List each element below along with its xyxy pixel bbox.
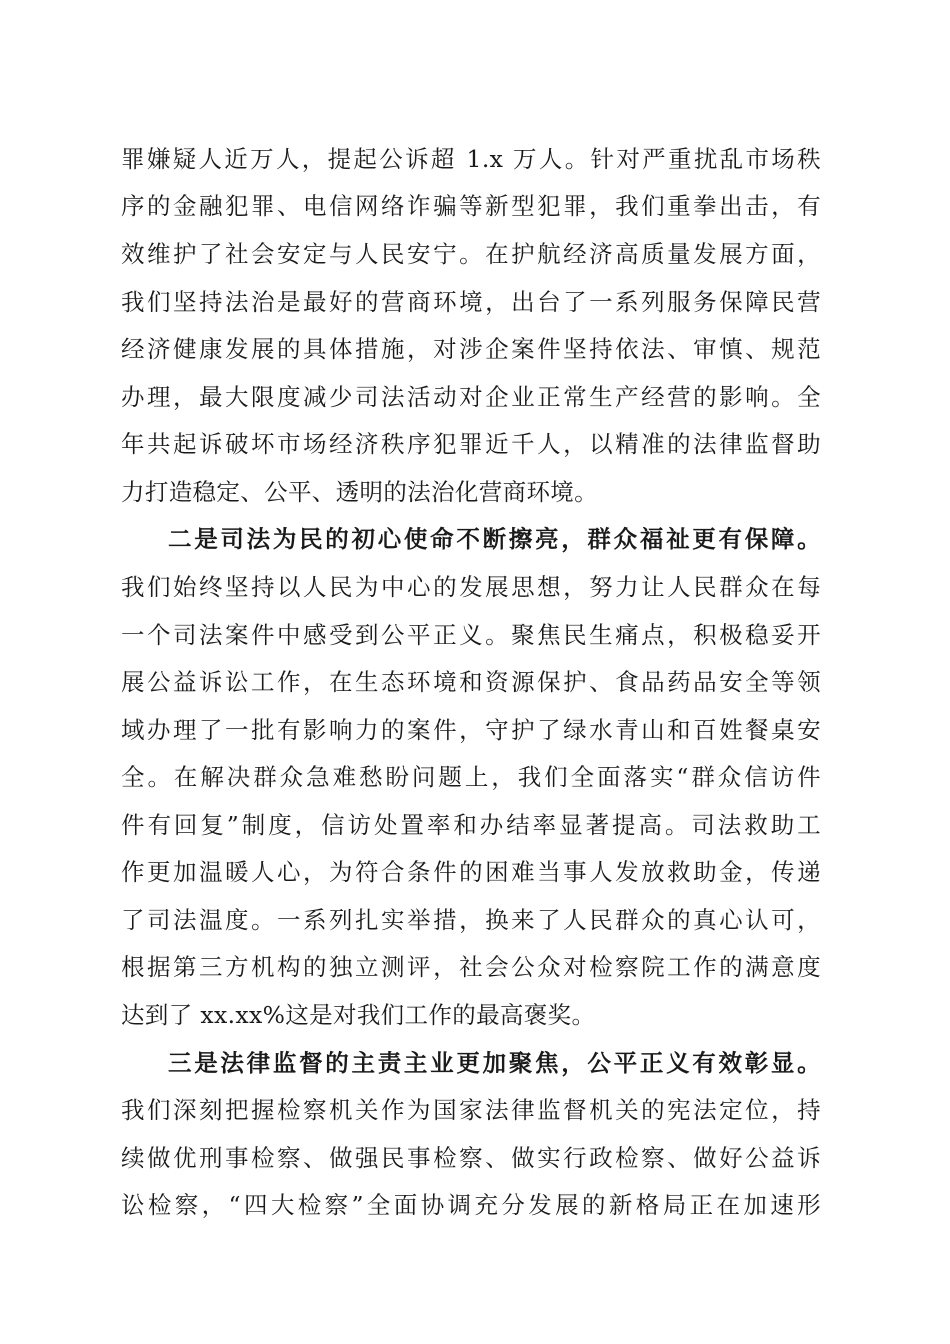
text-line: 讼检察，“四大检察”全面协调充分发展的新格局正在加速形 xyxy=(121,1191,821,1219)
text-line: 域办理了一批有影响力的案件，守护了绿水青山和百姓餐桌安 xyxy=(121,716,821,744)
text-line: 了司法温度。一系列扎实举措，换来了人民群众的真心认可， xyxy=(121,906,821,934)
text-line: 件有回复”制度，信访处置率和办结率显著提高。司法救助工 xyxy=(121,811,821,839)
text-line: 展公益诉讼工作，在生态环境和资源保护、食品药品安全等领 xyxy=(121,668,821,696)
text-line: 根据第三方机构的独立测评，社会公众对检察院工作的满意度 xyxy=(121,953,821,981)
text-line: 序的金融犯罪、电信网络诈骗等新型犯罪，我们重拳出击，有 xyxy=(121,192,821,220)
text-line: 我们始终坚持以人民为中心的发展思想，努力让人民群众在每 xyxy=(121,573,821,601)
text-line: 办理，最大限度减少司法活动对企业正常生产经营的影响。全 xyxy=(121,383,821,411)
text-line: 经济健康发展的具体措施，对涉企案件坚持依法、审慎、规范 xyxy=(121,335,821,363)
text-line: 全。在解决群众急难愁盼问题上，我们全面落实“群众信访件 xyxy=(121,763,821,791)
text-line: 我们深刻把握检察机关作为国家法律监督机关的宪法定位，持 xyxy=(121,1096,821,1124)
text-line: 一个司法案件中感受到公平正义。聚焦民生痛点，积极稳妥开 xyxy=(121,621,821,649)
text-line: 续做优刑事检察、做强民事检察、做实行政检察、做好公益诉 xyxy=(121,1144,821,1172)
text-line: 年共起诉破坏市场经济秩序犯罪近千人，以精准的法律监督助 xyxy=(121,430,821,458)
text-line: 达到了 xx.xx%这是对我们工作的最高褒奖。 xyxy=(121,1001,596,1029)
text-line: 力打造稳定、公平、透明的法治化营商环境。 xyxy=(121,478,598,506)
text-line: 我们坚持法治是最好的营商环境，出台了一系列服务保障民营 xyxy=(121,288,821,316)
section-heading: 三是法律监督的主责主业更加聚焦，公平正义有效彰显。 xyxy=(168,1049,821,1077)
text-line: 作更加温暖人心，为符合条件的困难当事人发放救助金，传递 xyxy=(121,858,821,886)
text-line: 效维护了社会安定与人民安宁。在护航经济高质量发展方面， xyxy=(121,240,821,268)
text-line: 罪嫌疑人近万人，提起公诉超 1.x 万人。针对严重扰乱市场秩 xyxy=(121,145,821,173)
section-heading: 二是司法为民的初心使命不断擦亮，群众福祉更有保障。 xyxy=(168,525,821,553)
